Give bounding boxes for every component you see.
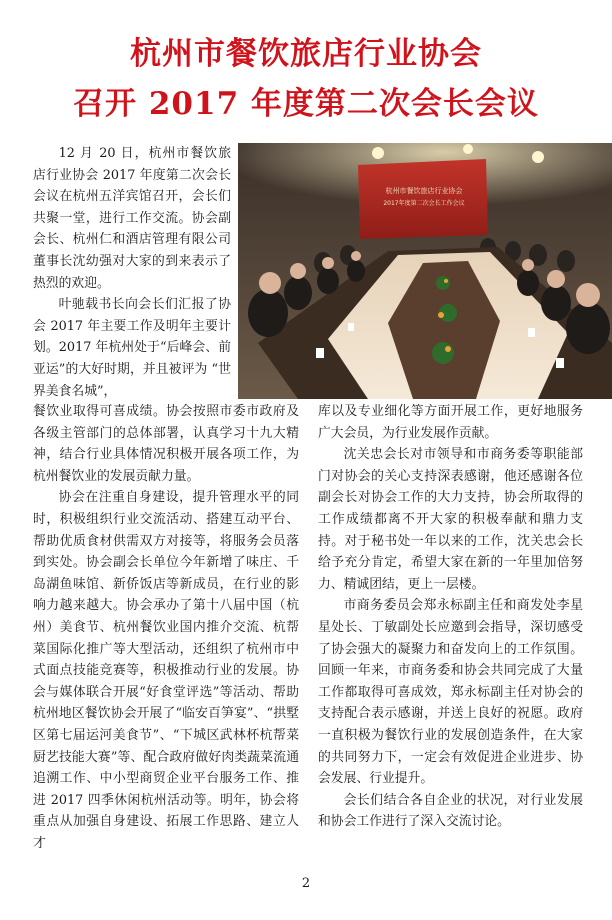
screen-text-line1: 杭州市餐饮旅店行业协会	[385, 187, 463, 195]
article-column-left-top	[33, 143, 231, 402]
article-title-line2: 召开 2017 年度第二次会长会议	[73, 86, 539, 122]
meeting-photo-illustration	[238, 143, 612, 399]
paragraph: 会长们结合各自企业的状况，对行业发展和协会工作进行了深入交流讨论。	[318, 792, 583, 830]
article-title-line1: 杭州市餐饮旅店行业协会	[130, 36, 482, 72]
paragraph: 协会在注重自身建设，提升管理水平的同时，积极组织行业交流活动、搭建互动平台、帮助优质食材供需双方对接等，将服务会员落到实处。协会副会长单位今年新增了味庄、千岛湖鱼味馆、新侨饭店等新成员，在行业的影响力越来越大。协会承办了第十八届中国（杭州）美食节、杭州餐饮业国内推介交流、杭帮菜国际化推广等大型活动，还组织了杭州市中式面点技能竞赛等，积极推动行业的发展。协会与媒体联合开展“好食堂评选”等活动、帮助杭州地区餐饮协会开展了“临安百笋宴”、“拱墅区第七届运河美食节”、“下城区武林杯杭帮菜厨艺技能大赛”等、配合政府做好肉类蔬菜流通追溯工作、中小型商贸企业平台服务工作、推进 2017 四季休闲杭州活动等。明年，协会将重点从加强自身建设、拓展工作思路、建立人才	[33, 490, 299, 851]
projection-screen	[358, 159, 488, 239]
article-column-right	[318, 401, 583, 833]
page-number: 2	[301, 876, 311, 891]
paragraph-continuation: 餐饮业取得可喜成绩。协会按照市委市政府及各级主管部门的总体部署，认真学习十九大精神，结合行业具体情况积极开展各项工作，为杭州餐饮业的发展贡献力量。	[33, 404, 299, 484]
paragraph: 叶驰载书长向会长们汇报了协会 2017 年主要工作及明年主要计划。2017 年杭州处于“后峰会、前亚运”的大好时期，并且被评为 “世界美食名城”，	[33, 297, 231, 399]
meeting-photo	[238, 143, 612, 399]
paragraph-continuation: 库以及专业细化等方面开展工作，更好地服务广大会员，为行业发展作贡献。	[318, 404, 583, 441]
paragraph: 市商务委员会郑永标副主任和商发处李星星处长、丁敏副处长应邀到会指导，深切感受了协会强大的凝聚力和奋发向上的工作氛围。回顾一年来，市商务委和协会共同完成了大量工作都取得可喜成效，郑永标副主任对协会的支持配合表示感谢，并送上良好的祝愿。政府一直积极为餐饮行业的发展创造条件，在大家的共同努力下，一定会有效促进企业进步、协会发展、行业提升。	[318, 598, 583, 787]
paragraph: 沈关忠会长对市领导和市商务委等职能部门对协会的关心支持深表感谢，他还感谢各位副会长对协会工作的大力支持，协会所取得的工作成绩都离不开大家的积极奉献和鼎力支持。对于秘书处一年以来的工作，沈关忠会长给予充分肯定，希望大家在新的一年里加倍努力、精诚团结，更上一层楼。	[318, 447, 583, 592]
paragraph: 12 月 20 日，杭州市餐饮旅店行业协会 2017 年度第二次会长会议在杭州五洋宾馆召开，会长们共聚一堂，进行工作交流。协会副会长、杭州仁和酒店管理有限公司董事长沈幼强对大家的到来表示了热烈的欢迎。	[33, 146, 231, 291]
article-column-left-bottom	[33, 401, 299, 854]
screen-text-line2: 2017年度第二次会长工作会议	[383, 200, 465, 207]
